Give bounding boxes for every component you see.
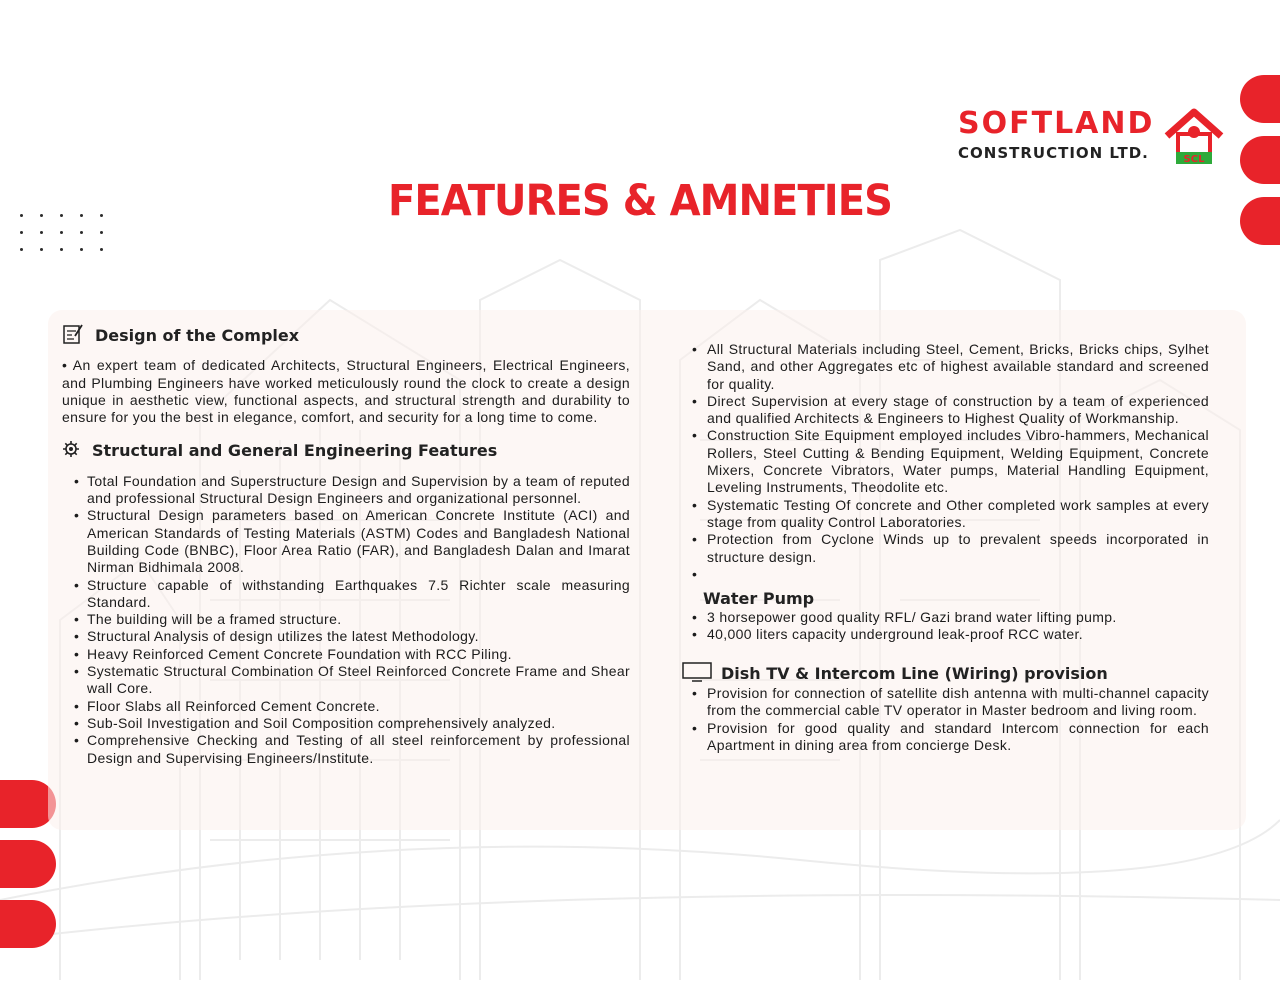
logo-badge: SCL (1183, 154, 1205, 165)
list-item: • The building will be a framed structure. (62, 611, 630, 628)
logo-subname: CONSTRUCTION LTD. (958, 144, 1149, 162)
list-item: • 40,000 liters capacity underground leak-proof RCC water. (690, 626, 1209, 643)
dish-tv-title: Dish TV & Intercom Line (Wiring) provision (721, 663, 1108, 683)
list-item: • Total Foundation and Superstructure Design and Supervision by a team of reputed and professional Structural Design Engineers and organizational personnel. (62, 473, 630, 508)
design-complex-title: Design of the Complex (95, 326, 300, 345)
water-pump-list (690, 609, 1209, 644)
water-pump-heading: Water Pump (703, 588, 815, 608)
company-logo (958, 108, 1224, 166)
decor-pill (0, 900, 56, 948)
logo-name: SOFTLAND (958, 106, 1155, 141)
design-complex-text: • An expert team of dedicated Architects, Structural Engineers, Electrical Engineers, and Plumbing Engineers have worked meticulously round the clock to create a design unique in aesthetic view, functional aspects, and structural strength and durability to ensure for you the best in elegance, comfort, and security for a long time to come. (62, 357, 630, 426)
structural-title: Structural and General Engineering Features (92, 441, 498, 461)
left-column (62, 323, 630, 767)
decor-pill (1240, 136, 1280, 184)
right-column (690, 341, 1209, 754)
list-item: • Structural Design parameters based on American Concrete Institute (ACI) and American Standards of Testing Materials (ASTM) Codes and Bangladesh National Building Code (BNBC), Floor Area Ratio (FAR), and Bangladesh Dalan and Imarat Nirman Bidhimala 2008. (62, 507, 630, 576)
list-item: • Provision for good quality and standard Intercom connection for each Apartment in dining area from concierge Desk. (690, 720, 1209, 755)
list-item: • Direct Supervision at every stage of construction by a team of experienced and qualified Architects & Engineers to Highest Quality of Workmanship. (690, 393, 1209, 428)
list-item: • Systematic Structural Combination Of Steel Reinforced Concrete Frame and Shear wall Core. (62, 663, 630, 698)
tv-icon (682, 662, 712, 685)
decor-pill (0, 840, 56, 888)
list-item: • 3 horsepower good quality RFL/ Gazi brand water lifting pump. (690, 609, 1209, 626)
list-item: • Structure capable of withstanding Earthquakes 7.5 Richter scale measuring Standard. (62, 577, 630, 612)
list-item (690, 566, 1209, 583)
blueprint-icon (62, 323, 83, 348)
gear-icon (62, 440, 80, 461)
decor-pill (1240, 75, 1280, 123)
list-item: • Comprehensive Checking and Testing of all steel reinforcement by professional Design and Supervising Engineers/Institute. (62, 732, 630, 767)
list-item: • Construction Site Equipment employed includes Vibro-hammers, Mechanical Rollers, Steel Cutting & Bending Equipment, Welding Equipment, Concrete Mixers, Concrete Vibrators, Water pumps, Material Handling Equipment, Leveling Instruments, Theodolite etc. (690, 427, 1209, 496)
list-item: • Sub-Soil Investigation and Soil Composition comprehensively analyzed. (62, 715, 630, 732)
materials-list (690, 341, 1209, 583)
list-item: • Structural Analysis of design utilizes the latest Methodology. (62, 628, 630, 645)
list-item: • All Structural Materials including Steel, Cement, Bricks, Bricks chips, Sylhet Sand, and other Aggregates etc of highest available standard and screened for quality. (690, 341, 1209, 393)
structural-heading (62, 440, 630, 461)
page-title: FEATURES & AMNETIES (387, 176, 893, 226)
list-item: • Floor Slabs all Reinforced Cement Concrete. (62, 698, 630, 715)
design-complex-heading (62, 323, 630, 348)
decor-pill (1240, 197, 1280, 245)
list-item: • Protection from Cyclone Winds up to prevalent speeds incorporated in structure design. (690, 531, 1209, 566)
list-item: • Provision for connection of satellite dish antenna with multi-channel capacity from the commercial cable TV operator in Master bedroom and living room. (690, 685, 1209, 720)
structural-list (62, 473, 630, 767)
list-item: • Heavy Reinforced Cement Concrete Foundation with RCC Piling. (62, 646, 630, 663)
dish-tv-list (690, 685, 1209, 754)
list-item: • Systematic Testing Of concrete and Other completed work samples at every stage from quality Control Laboratories. (690, 497, 1209, 532)
dish-tv-heading (682, 662, 1209, 685)
house-logo-icon (1164, 108, 1224, 166)
